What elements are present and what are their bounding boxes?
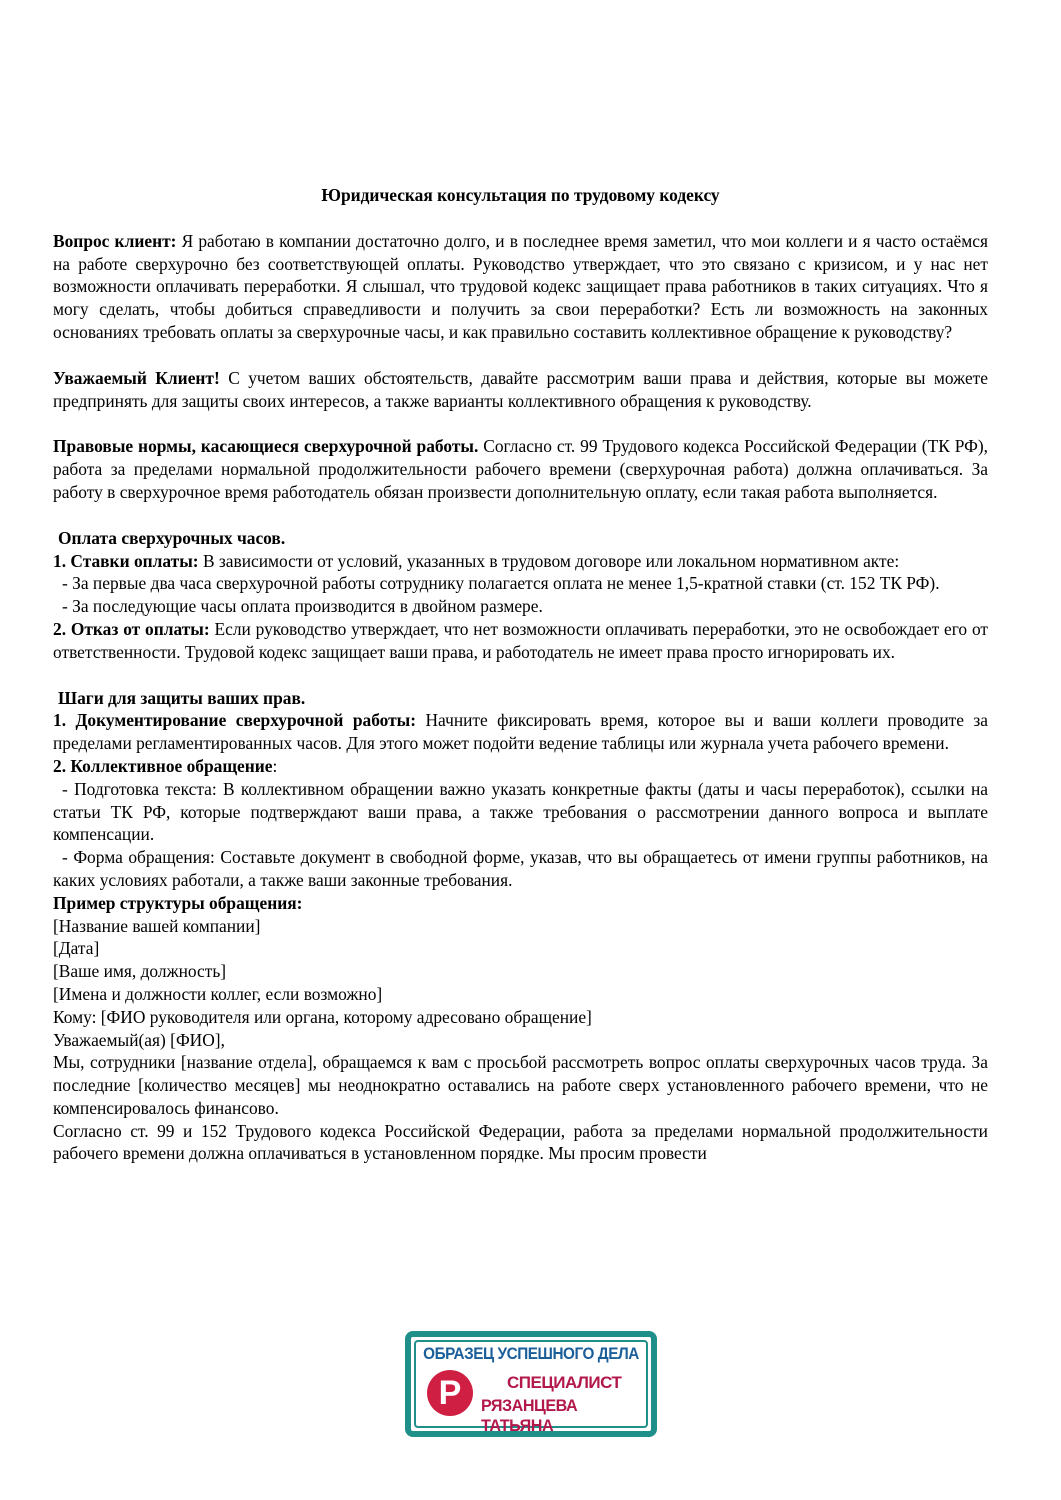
question-paragraph <box>53 230 988 344</box>
steps-item-2 <box>53 755 988 778</box>
stamp-title: ОБРАЗЕЦ УСПЕШНОГО ДЕЛА <box>423 1344 639 1363</box>
payment-sub-2: - За последующие часы оплата производится в двойном размере. <box>62 596 543 617</box>
payment-item-2-lead: 2. Отказ от оплаты: <box>53 618 210 639</box>
payment-sub-1: - За первые два часа сверхурочной работы сотруднику полагается оплата не менее 1,5-кратной ставки (ст. 152 ТК РФ). <box>62 573 940 594</box>
payment-item-1 <box>53 550 988 573</box>
question-text: Я работаю в компании достаточно долго, и в последнее время заметил, что мои коллеги и я часто остаёмся на работе сверхурочно без соответствующей оплаты. Руководство утверждает, что это связано с кризисом, и у нас нет возможности оплачивать переработки. Я слышал, что трудовой кодекс защищает права работников в таких ситуациях. Что я могу сделать, чтобы добиться справедливости и получить за свои переработки? Есть ли возможность на законных основаниях требовать оплаты за сверхурочные часы, и как правильно составить коллективное обращение к руководству? <box>53 230 988 342</box>
steps-item-1-lead: 1. Документирование сверхурочной работы: <box>53 710 417 731</box>
greeting-text: С учетом ваших обстоятельств, давайте рассмотрим ваши права и действия, которые вы можете предпринять для защиты своих интересов, а также варианты коллективного обращения к руководству. <box>53 367 988 411</box>
steps-item-2-lead: 2. Коллективное обращение <box>53 755 273 776</box>
greeting-lead: Уважаемый Клиент! <box>53 367 220 388</box>
example-line-salutation: Уважаемый(ая) [ФИО], <box>53 1029 225 1050</box>
question-lead: Вопрос клиент: <box>53 230 177 251</box>
steps-item-2-colon: : <box>272 755 278 776</box>
norms-paragraph <box>53 435 988 503</box>
example-line-company: [Название вашей компании] <box>53 915 261 936</box>
example-line-colleagues: [Имена и должности коллег, если возможно] <box>53 983 383 1004</box>
payment-item-2-text: Если руководство утверждает, что нет возможности оплачивать переработки, это не освобождает его от ответственности. Трудовой кодекс защищает ваши права, и работодатель не имеет права просто игнорировать их. <box>53 618 989 662</box>
stamp-name: РЯЗАНЦЕВА ТАТЬЯНА <box>481 1396 578 1435</box>
success-stamp <box>405 1331 657 1437</box>
steps-sub-1: - Подготовка текста: В коллективном обращении важно указать конкретные факты (даты и часы переработок), ссылки на статьи ТК РФ, которые подтверждают ваши права, а также требования о рассмотрении данного вопроса и выплате компенсации. <box>53 778 988 845</box>
payment-item-1-text: В зависимости от условий, указанных в трудовом договоре или локальном нормативном акте: <box>198 550 900 571</box>
payment-item-1-lead: 1. Ставки оплаты: <box>53 550 199 571</box>
example-line-date: [Дата] <box>53 938 100 959</box>
example-paragraph-2: Согласно ст. 99 и 152 Трудового кодекса Российской Федерации, работа за пределами нормальной продолжительности рабочего времени должна оплачиваться в установленном порядке. Мы просим провести <box>53 1120 988 1164</box>
example-line-recipient: Кому: [ФИО руководителя или органа, которому адресовано обращение] <box>53 1006 592 1027</box>
steps-heading: Шаги для защиты ваших прав. <box>58 687 306 708</box>
example-paragraph-1: Мы, сотрудники [название отдела], обращаемся к вам с просьбой рассмотреть вопрос оплаты сверхурочных часов труда. За последние [количество месяцев] мы неоднократно оставались на работе сверх установленного рабочего времени, что не компенсировалось финансово. <box>53 1052 988 1118</box>
stamp-role: СПЕЦИАЛИСТ <box>507 1373 622 1392</box>
steps-item-1 <box>53 709 988 755</box>
payment-item-2 <box>53 618 988 664</box>
payment-heading: Оплата сверхурочных часов. <box>58 527 286 548</box>
steps-item-1-text: Начните фиксировать время, которое вы и ваши коллеги проводите за пределами регламентированных часов. Для этого может подойти ведение таблицы или журнала учета рабочего времени. <box>53 710 988 754</box>
example-line-name: [Ваше имя, должность] <box>53 961 227 982</box>
greeting-paragraph <box>53 367 988 413</box>
example-heading: Пример структуры обращения: <box>53 892 303 913</box>
document-body <box>53 184 988 1165</box>
pinterest-icon: P <box>427 1370 473 1416</box>
document-title: Юридическая консультация по трудовому кодексу <box>321 185 720 205</box>
norms-text: Согласно ст. 99 Трудового кодекса Российской Федерации (ТК РФ), работа за пределами нормальной продолжительности рабочего времени (сверхурочная работа) должна оплачиваться. За работу в сверхурочное время работодатель обязан произвести дополнительную оплату, если такая работа выполняется. <box>53 436 988 502</box>
steps-sub-2: - Форма обращения: Составьте документ в свободной форме, указав, что вы обращаетесь от имени группы работников, на каких условиях работали, а также ваши законные требования. <box>53 847 988 890</box>
norms-lead: Правовые нормы, касающиеся сверхурочной работы. <box>53 436 479 457</box>
